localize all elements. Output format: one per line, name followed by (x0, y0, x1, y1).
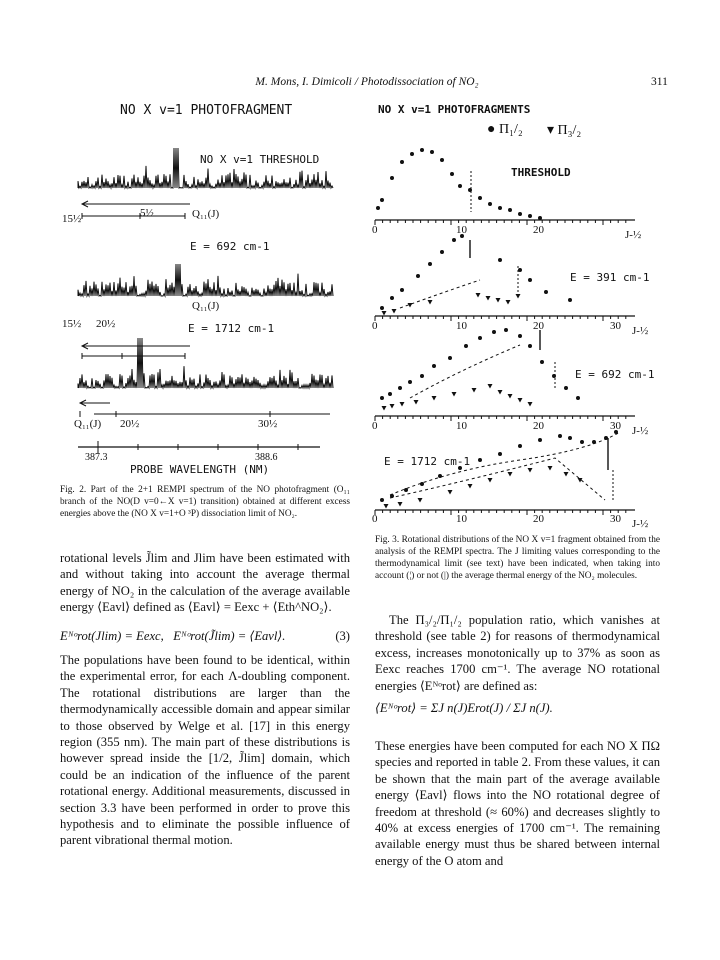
pi32-point (398, 502, 403, 507)
fig3-p3-tick30: 30 (610, 420, 621, 432)
pi12-point (558, 434, 562, 438)
fig3-title: NO X v=1 PHOTOFRAGMENTS (378, 103, 531, 116)
fig3-legend-pi32-text: Π₃/₂ (557, 123, 582, 138)
pi12-point (450, 172, 454, 176)
pi32-point (468, 484, 473, 489)
pi12-point (528, 278, 532, 282)
fig2-panel2-mark-left: 15½ (62, 318, 82, 330)
right-text-p1: The Π₃/₂/Π₁/₂ population ratio, which vanishes at threshold (see table 2) for reasons of thermodynamical excess, increases monotonically up to 37% as soon as Eexc reaches 1700 cm⁻¹. The average NO rotational energies ⟨Eᴺᵒrot⟩ are defined as: (375, 613, 660, 693)
pi12-point (580, 440, 584, 444)
fig3-p1-tick10: 10 (456, 224, 467, 236)
fig3-p1-tick20: 20 (533, 224, 544, 236)
fig2-title: NO X v=1 PHOTOFRAGMENT (120, 103, 293, 118)
fig3-p2-tick30: 30 (610, 320, 621, 332)
pi12-point (440, 158, 444, 162)
fig2-panel2-mark-mid: 20½ (96, 318, 116, 330)
pi12-point (538, 216, 542, 220)
fig3-panel4-label: E = 1712 cm-1 (384, 455, 471, 468)
fig3-panel2-label: E = 391 cm-1 (570, 271, 650, 284)
fig3-p4-jlabel: J-½ (632, 518, 649, 530)
pi32-point (528, 468, 533, 473)
pi12-point (410, 152, 414, 156)
pi12-point (518, 444, 522, 448)
fig3-p4-tick10: 10 (456, 513, 467, 525)
pi32-point (448, 490, 453, 495)
page-number: 311 (651, 76, 668, 88)
pi12-point (420, 482, 424, 486)
pi32-point (418, 498, 423, 503)
right-eq-text: ⟨Eᴺᵒrot⟩ = ΣJ n(J)Erot(J) / ΣJ n(J). (375, 701, 553, 715)
fig3-p2-jlabel: J-½ (632, 325, 649, 337)
fig2-panel1-mark-mid: 5½ (140, 207, 154, 219)
pi12-point (448, 356, 452, 360)
pi12-point (508, 208, 512, 212)
fig2-tick-right: 388.6 (255, 452, 278, 463)
fig3-legend-pi12-text: Π₁/₂ (498, 122, 523, 137)
pi12-point (498, 206, 502, 210)
pi32-point (452, 392, 457, 397)
fig3-p1-jlabel: J-½ (625, 229, 642, 241)
fig2-panel3-branch: Q₁₁(J) (74, 418, 102, 430)
pi12-point (564, 386, 568, 390)
fig3-p2-tick0: 0 (372, 320, 378, 332)
pi12-point (452, 238, 456, 242)
pi12-point (498, 452, 502, 456)
pi12-point (380, 396, 384, 400)
pi12-point (420, 148, 424, 152)
pi32-point (486, 296, 491, 301)
fig2-panel3-mark-mid: 20½ (120, 418, 140, 430)
right-text-p2: These energies have been computed for each NO X ΠΩ species and reported in table 2. From these values, it can be shown that the main part of the average available energy ⟨Eavl⟩ flows into the NO rotational degree of freedom at threshold (≈ 60%) and decreases slightly to 40% at excess energies of 1700 cm⁻¹. The remaining available energy must thus be shared between internal energy of the O atom and (375, 739, 660, 868)
pi32-point (488, 478, 493, 483)
pi12-point (408, 380, 412, 384)
pi12-point (528, 344, 532, 348)
pi32-point (496, 298, 501, 303)
pi12-point (380, 498, 384, 502)
fig3-caption: Fig. 3. Rotational distributions of the NO X v=1 fragment obtained from the analysis of the REMPI spectra. The J limiting values corresponding to the thermodynamical limit (see text) have been indicated, when taking into account (¦) or not (|) the average thermal energy of the NO₂ molecules. (375, 535, 660, 581)
pi32-point (488, 384, 493, 389)
pi32-point (476, 293, 481, 298)
pi12-point (420, 374, 424, 378)
pi12-point (478, 336, 482, 340)
spectrum-trace (78, 264, 333, 296)
pi12-point (390, 296, 394, 300)
pi32-point (506, 300, 511, 305)
left-text-p2: The populations have been found to be identical, within the experimental error, for each Λ-doubling component. The rotational distributions are larger than the thermodynamically accessible domain and appear similar to those observed by Welge et al. [17] in this energy region (355 nm). The main part of these distributions is however spread inside the [1/2, J̃lim] domain, which could be an indication of the influence of the parent rotational energy. Additional measurements, discussed in section 3.3 have been performed in order to prove this hypothesis and to eliminate the possible influence of parent vibrational thermal motion. (60, 653, 350, 848)
eq3-rhs: Eᴺᵒrot(J̃lim) = ⟨Eavl⟩. (173, 629, 286, 643)
pi12-point (440, 250, 444, 254)
fig2-panel1-mark-left: 15½ (62, 213, 82, 225)
eq3-number: (3) (335, 629, 350, 643)
pi32-point (508, 472, 513, 477)
pi32-point (382, 406, 387, 411)
pi12-point (430, 150, 434, 154)
equation-3 (60, 628, 350, 644)
pi12-point (438, 474, 442, 478)
pi12-point (398, 386, 402, 390)
fig3-p3-jlabel: J-½ (632, 425, 649, 437)
pi32-point (414, 400, 419, 405)
pi12-point (568, 298, 572, 302)
fig3-p4-tick20: 20 (533, 513, 544, 525)
pi12-point (458, 184, 462, 188)
pi12-point (428, 262, 432, 266)
pi32-point (472, 388, 477, 393)
fig3-p3-tick0: 0 (372, 420, 378, 432)
pi12-point (538, 438, 542, 442)
pi12-point (464, 344, 468, 348)
pi12-point (544, 290, 548, 294)
pi32-point (564, 472, 569, 477)
pi32-point (498, 390, 503, 395)
pi12-point (576, 396, 580, 400)
fig2-panel1-label: NO X v=1 THRESHOLD (200, 153, 320, 166)
fig3-p2-tick20: 20 (533, 320, 544, 332)
fig3-p4-tick30: 30 (610, 513, 621, 525)
fig3-p1-tick0: 0 (372, 224, 378, 236)
pi12-point (390, 176, 394, 180)
fig2-panel2-label: E = 692 cm-1 (190, 240, 270, 253)
eq3-lhs: Eᴺᵒrot(Jlim) = Eexc, (60, 629, 164, 643)
fig2-spectrum (60, 120, 350, 470)
pi12-point (518, 212, 522, 216)
pi12-point (376, 206, 380, 210)
pi32-point (392, 309, 397, 314)
fig3-panel3-label: E = 692 cm-1 (575, 368, 655, 381)
right-equation (375, 700, 660, 716)
pi12-point (504, 328, 508, 332)
fig2-panel3-label: E = 1712 cm-1 (188, 322, 275, 335)
pi32-point (384, 504, 389, 509)
pi12-point (528, 214, 532, 218)
pi12-point (432, 364, 436, 368)
pi32-point (382, 311, 387, 316)
pi12-point (478, 196, 482, 200)
pi32-point (390, 404, 395, 409)
pi12-point (400, 160, 404, 164)
pi32-point (400, 402, 405, 407)
pi32-point (518, 398, 523, 403)
pi12-point (400, 288, 404, 292)
pi12-point (568, 436, 572, 440)
fig3-p2-tick10: 10 (456, 320, 467, 332)
pi12-point (380, 306, 384, 310)
pi12-point (478, 458, 482, 462)
pi32-point (432, 396, 437, 401)
fig3-legend-pi32: ▾ Π₃/₂ (547, 123, 582, 138)
running-header-title: M. Mons, I. Dimicoli / Photodissociation of NO₂ (255, 76, 479, 88)
fig2-xlabel: PROBE WAVELENGTH (NM) (130, 463, 270, 476)
fig3-p4-tick0: 0 (372, 513, 378, 525)
pi12-point (416, 274, 420, 278)
pi12-point (518, 334, 522, 338)
pi12-point (492, 330, 496, 334)
fig2-panel1-branch: Q₁₁(J) (192, 208, 220, 220)
fig3-panel1-label: THRESHOLD (511, 166, 571, 179)
fig3-legend-pi12: ● Π₁/₂ (487, 122, 523, 137)
pi32-point (548, 466, 553, 471)
fig3-p3-tick20: 20 (533, 420, 544, 432)
left-text-p1: rotational levels J̃lim and Jlim have been estimated with and without taking into account the average thermal energy of NO₂ in the calculation of the average available energy ⟨Eavl⟩ defined as ⟨Eavl⟩ = Eexc + ⟨Eth^NO₂⟩. (60, 551, 350, 615)
fig2-panel2-branch: Q₁₁(J) (192, 300, 220, 312)
fig3-p3-tick10: 10 (456, 420, 467, 432)
fig2-caption: Fig. 2. Part of the 2+1 REMPI spectrum of the NO photofragment (O₁₁ branch of the NO(D v=0←X v=1) transition) obtained at different excess energies above the (NO X v=1+O ³P) dissociation limit of NO₂. (60, 485, 350, 519)
fig2-tick-left: 387.3 (85, 452, 108, 463)
pi12-point (498, 258, 502, 262)
pi12-point (540, 360, 544, 364)
pi32-point (516, 294, 521, 299)
pi12-point (380, 198, 384, 202)
pi12-point (518, 268, 522, 272)
pi12-point (488, 202, 492, 206)
pi32-point (508, 394, 513, 399)
fig2-panel3-mark-right: 30½ (258, 418, 278, 430)
pi32-point (528, 402, 533, 407)
pi12-point (388, 392, 392, 396)
pi32-point (428, 300, 433, 305)
